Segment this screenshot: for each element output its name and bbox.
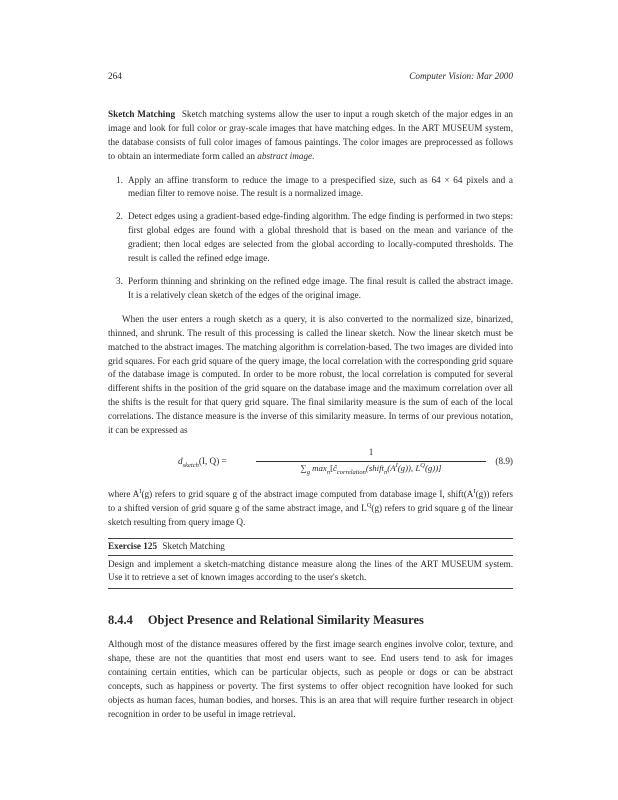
exercise-title: Sketch Matching [162,540,225,551]
equation-denominator: $\sum_g$ $\max_n[ĉ_{correlation}(shift_n(A^I(g))$, $L^Q(g)$)] [300,461,442,476]
running-title: Computer Vision: Mar 2000 [409,71,513,81]
intro-text: Sketch matching systems allow the user to input a rough sketch of the major edges in an image and look for full color or gray-scale images that have matching edges. In the ART MUSEUM system, the database consists of full color images of famous paintings. The color images are preprocessed as follows to obtain an intermediate form called an [108,108,514,161]
page [108,70,513,722]
running-header [108,70,513,84]
intro-end: . [312,150,315,161]
sketch-matching-intro [108,108,513,164]
list-number: 1. [116,174,123,185]
page-number: 264 [108,71,122,81]
section-body: Although most of the distance measures offered by the first image search engines involve color, texture, and shape, these are not the quantities that most end users want to see. End users tend to ask for images containing certain entities, which can be particular objects, such as people or dogs or can be abstract concepts, such as happiness or poverty. The first systems to offer object recognition have looked for such objects as human faces, human bodies, and horses. This is an area that will require further research in object recognition in order to be useful in image retrieval. [108,639,513,719]
where-paragraph: where $A^I(g)$ refers to grid square g of the abstract image computed from database image I, $shift(A^I(g))$ refers to a shifted version of grid square g of the same abstract image, and $L^Q(g)$ refers to grid square g of the linear sketch resulting from query image Q. [108,487,513,527]
list-text: Apply an affine transform to reduce the image to a prespecified size, such as 64 × 64 pixels and a median filter to remove noise. The result is a normalized image. [128,174,513,199]
list-number: 2. [116,211,123,222]
list-number: 3. [116,275,123,286]
exercise-heading [108,539,513,556]
exercise-box [108,538,513,590]
section-heading [108,613,513,628]
intro-emphasis: abstract image [257,150,313,161]
equation-number: (8.9) [495,455,513,466]
list-item [108,174,513,202]
section-number: 8.4.4 [108,613,133,628]
list-item [108,210,513,266]
equation-8-9 [108,446,513,480]
preprocessing-steps [108,174,513,303]
section-title: Object Presence and Relational Similarity Measures [147,613,424,628]
body-paragraph: When the user enters a rough sketch as a query, it is also converted to the normalized size, binarized, thinned, and shrunk. The result of this processing is called the linear sketch. Now the linear sketch must be matched to the abstract images. The matching algorithm is correlation-based. The two images are divided into grid squares. For each grid square of the query image, the local correlation with the corresponding grid square of the database image is computed. In order to be more robust, the local correlation is computed for several different shifts in the position of the grid square on the database image and the maximum correlation over all the shifts is the result for that query grid square. The final similarity measure is the sum of each of the local correlations. The distance measure is the inverse of this similarity measure. In terms of our previous notation, it can be expressed as [108,313,513,436]
exercise-body: Design and implement a sketch-matching distance measure along the lines of the ART MUSEUM system. Use it to retrieve a set of known images according to the user's sketch. [108,558,513,583]
list-item [108,275,513,303]
list-text: Detect edges using a gradient-based edge-finding algorithm. The edge finding is performed in two steps: first global edges are found with a global threshold that is based on the mean and variance of the gradient; then local edges are selected from the global according to locally-computed thresholds. The result is called the refined edge image. [128,211,513,264]
equation-lhs: $d_{sketch}(I$, Q) = [178,455,227,469]
list-text: Perform thinning and shrinking on the refined edge image. The final result is called the abstract image. It is a relatively clean sketch of the edges of the original image. [128,275,513,300]
runin-heading: Sketch Matching [108,108,176,119]
equation-fraction [256,446,486,476]
equation-numerator: 1 [256,446,486,462]
exercise-label: Exercise 125 [108,540,158,551]
